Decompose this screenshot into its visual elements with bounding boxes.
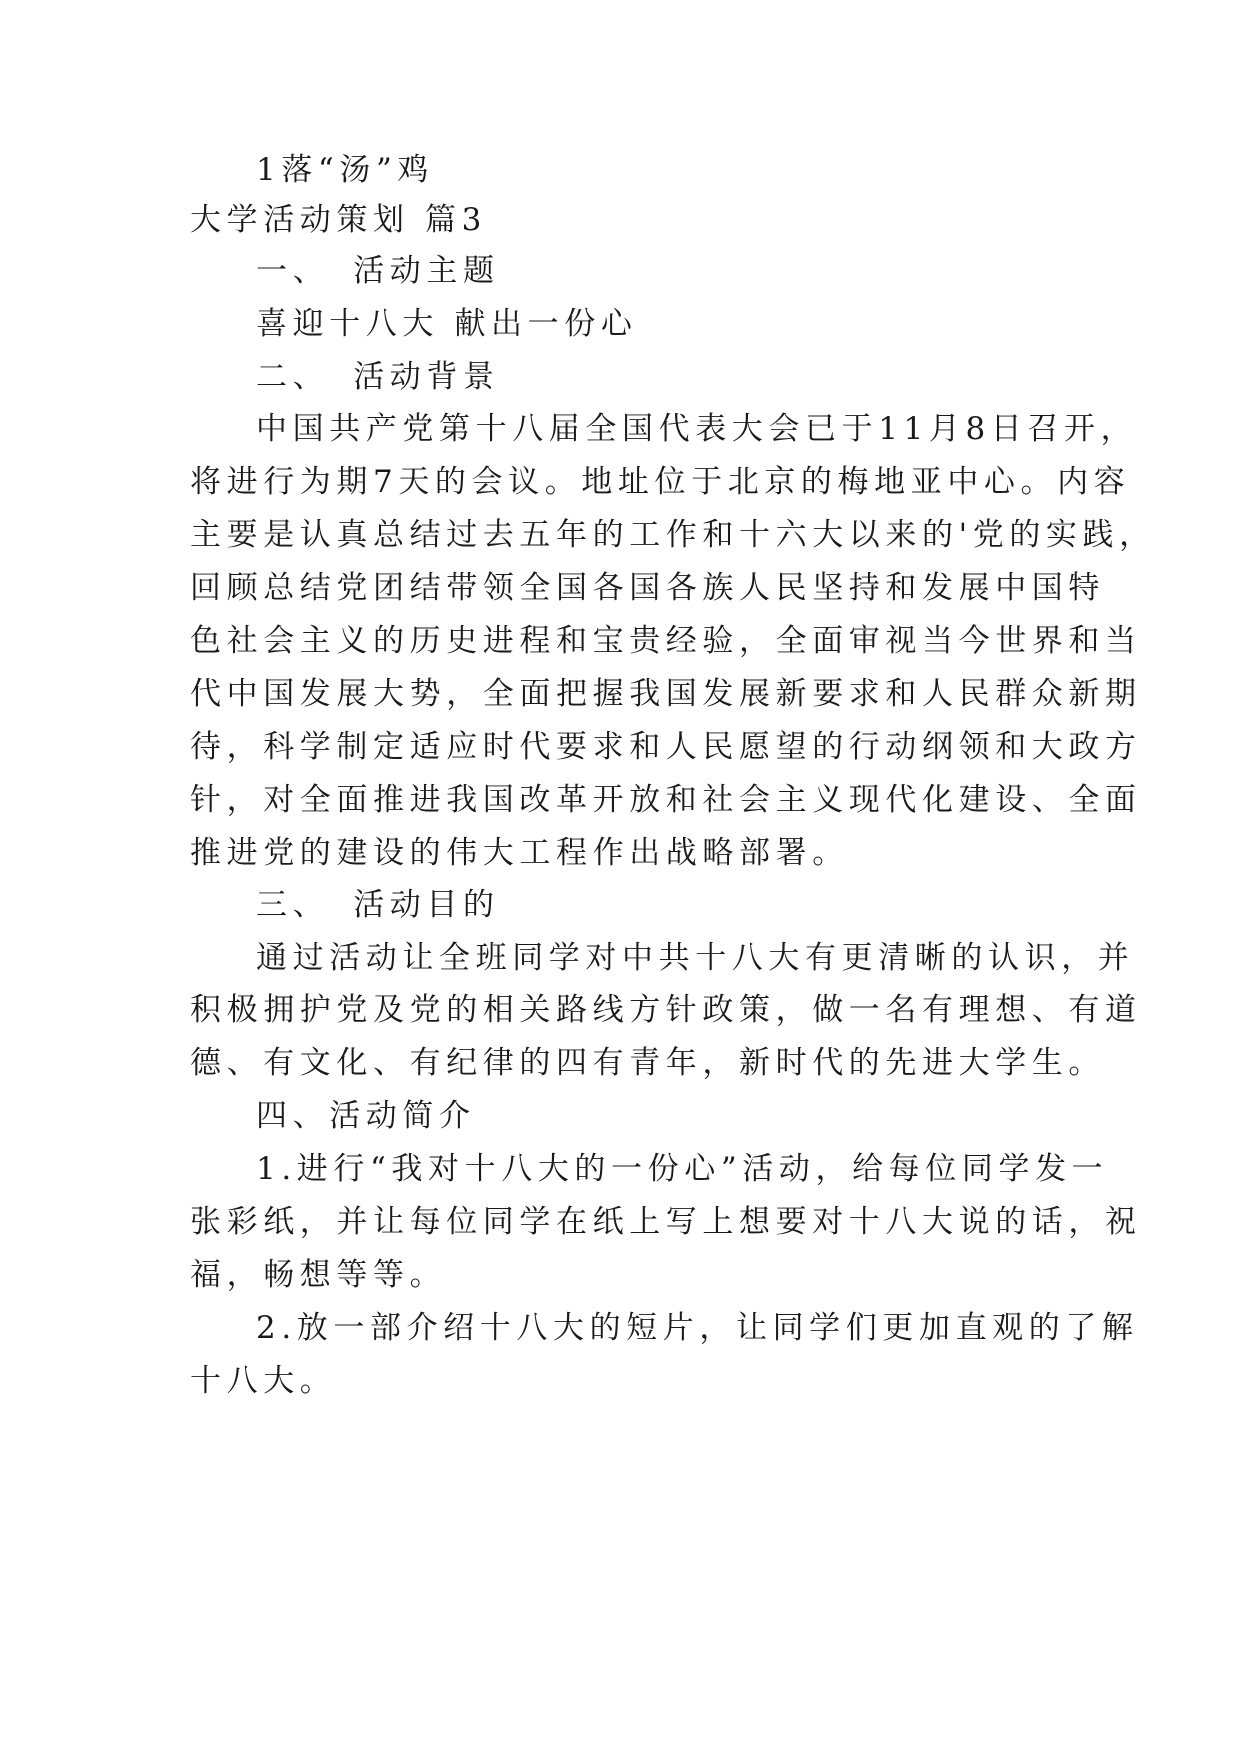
paragraph-line: 积极拥护党及党的相关路线方针政策，做一名有理想、有道 xyxy=(190,992,1142,1028)
paragraph-line: 将进行为期7天的会议。地址位于北京的梅地亚中心。内容 xyxy=(190,464,1131,500)
heading-three xyxy=(256,885,1070,925)
paragraph-line: 待，科学制定适应时代要求和人民愿望的行动纲领和大政方 xyxy=(190,729,1142,765)
theme-text: 喜迎十八大 献出一份心 xyxy=(256,306,638,342)
heading-title: 活动主题 xyxy=(353,253,500,289)
list-item-line: 1.进行“我对十八大的一份心”活动，给每位同学发一 xyxy=(256,1151,1109,1187)
paragraph-line: 代中国发展大势，全面把握我国发展新要求和人民群众新期 xyxy=(190,676,1142,712)
heading-title: 活动目的 xyxy=(353,887,500,923)
list-item-line: 福，畅想等等。 xyxy=(190,1257,447,1293)
list-item-line: 2.放一部介绍十八大的短片，让同学们更加直观的了解 xyxy=(256,1310,1139,1346)
paragraph-line: 德、有文化、有纪律的四有青年，新时代的先进大学生。 xyxy=(190,1045,1105,1081)
heading-number: 一、 xyxy=(256,253,330,289)
text-line: 1落“汤”鸡 xyxy=(256,152,435,188)
heading-number: 二、 xyxy=(256,359,330,395)
paragraph-line: 针，对全面推进我国改革开放和社会主义现代化建设、全面 xyxy=(190,782,1142,818)
heading-two xyxy=(256,357,1070,397)
paragraph-line: 色社会主义的历史进程和宝贵经验，全面审视当今世界和当 xyxy=(190,623,1142,659)
list-item-line: 十八大。 xyxy=(190,1363,337,1399)
paragraph-line: 回顾总结党团结带领全国各国各族人民坚持和发展中国特 xyxy=(190,570,1105,606)
paragraph-line: 主要是认真总结过去五年的工作和十六大以来的'党的实践， xyxy=(190,517,1156,553)
section-heading: 大学活动策划 篇3 xyxy=(190,202,487,238)
heading-title: 活动背景 xyxy=(353,359,500,395)
heading-number: 三、 xyxy=(256,887,330,923)
paragraph-line: 通过活动让全班同学对中共十八大有更清晰的认识，并 xyxy=(256,940,1135,976)
list-item-line: 张彩纸，并让每位同学在纸上写上想要对十八大说的话，祝 xyxy=(190,1204,1142,1240)
heading-four: 四、活动简介 xyxy=(256,1098,476,1134)
paragraph-line: 中国共产党第十八届全国代表大会已于11月8日召开， xyxy=(256,411,1138,447)
heading-one xyxy=(256,251,1070,291)
paragraph-line: 推进党的建设的伟大工程作出战略部署。 xyxy=(190,835,849,871)
